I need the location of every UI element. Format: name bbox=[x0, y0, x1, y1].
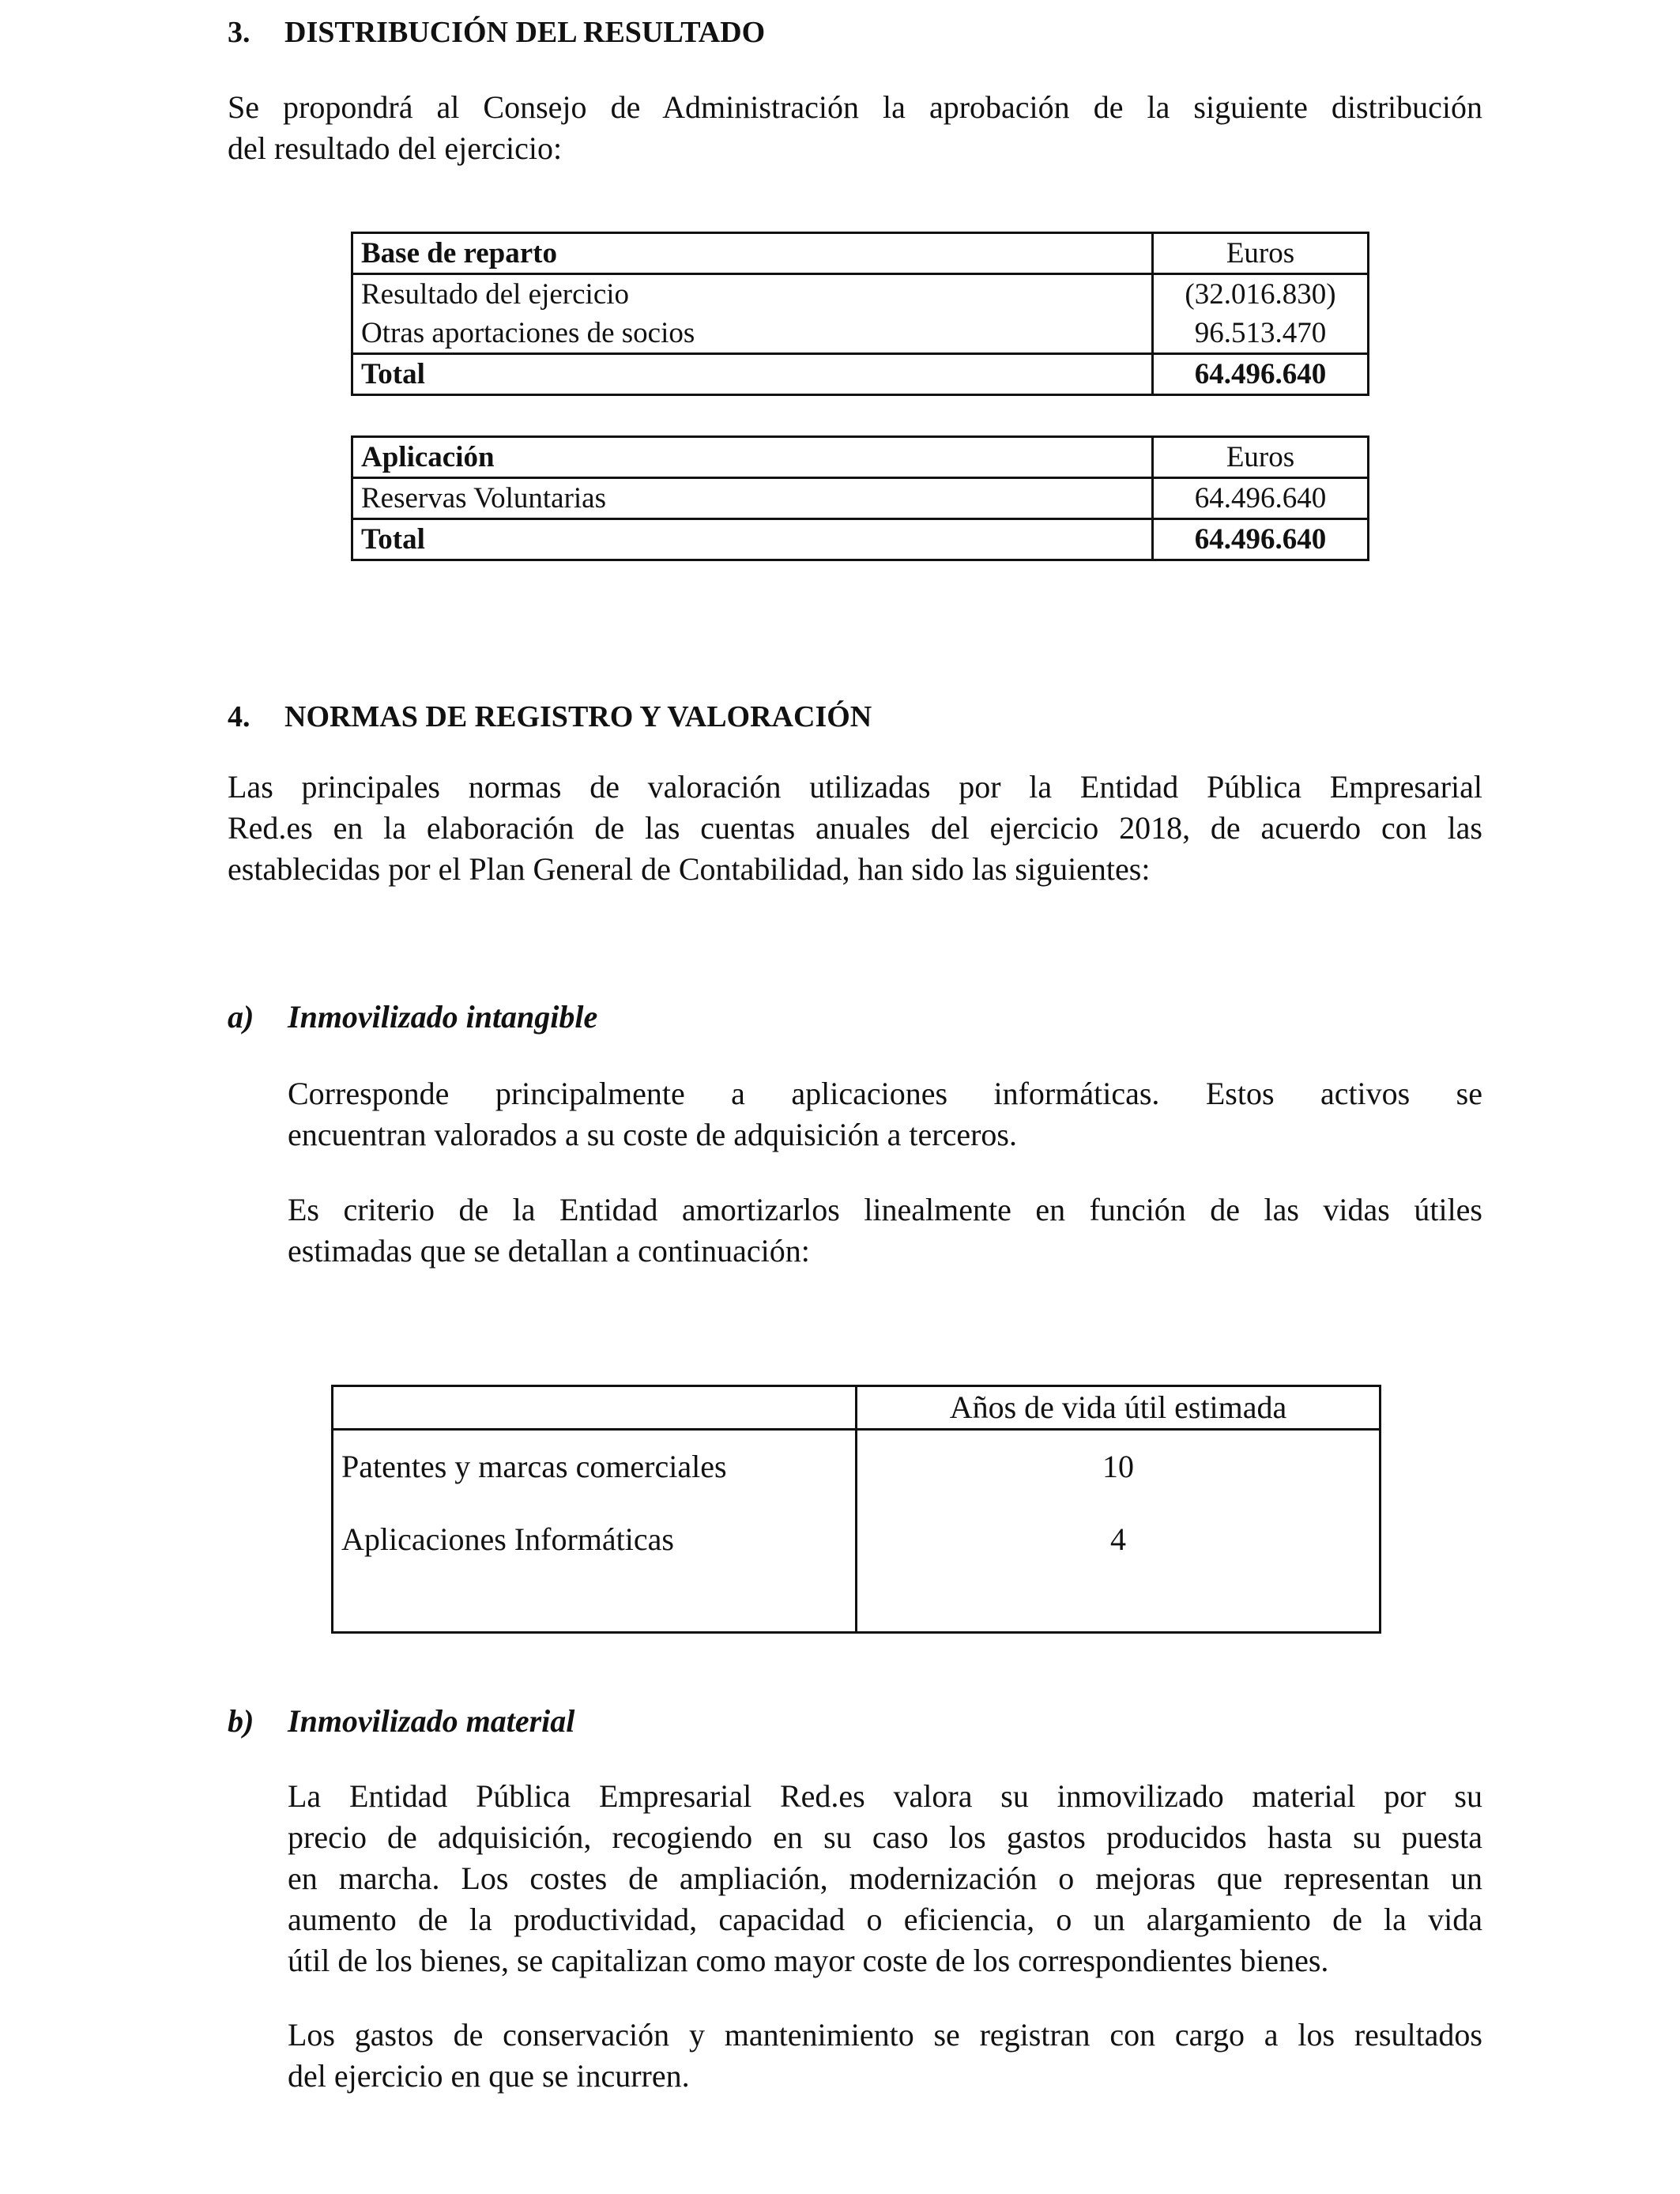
aplicacion-row-label: Reservas Voluntarias bbox=[352, 478, 1153, 519]
section-4-intro-line: establecidas por el Plan General de Contabilidad, han sido las siguientes: bbox=[228, 851, 1151, 887]
aplicacion-row-value: 64.496.640 bbox=[1153, 478, 1369, 519]
vida-util-table bbox=[331, 1385, 1381, 1634]
subsection-a-paragraph-2 bbox=[288, 1189, 1482, 1272]
vida-util-row-label: Aplicaciones Informáticas bbox=[341, 1521, 674, 1557]
subsection-b-para2-line: Los gastos de conservación y mantenimiento se registran con cargo a los resultados bbox=[288, 2017, 1482, 2053]
base-reparto-row-value: 96.513.470 bbox=[1153, 314, 1369, 354]
section-4-intro-line: Red.es en la elaboración de las cuentas anuales del ejercicio 2018, de acuerdo con las bbox=[228, 810, 1482, 846]
aplicacion-header-label: Aplicación bbox=[352, 437, 1153, 478]
vida-util-row-value: 4 bbox=[1110, 1521, 1126, 1557]
vida-util-values-cell bbox=[857, 1430, 1381, 1633]
base-reparto-row-value: (32.016.830) bbox=[1153, 274, 1369, 315]
vida-util-row-value: 10 bbox=[1102, 1449, 1134, 1484]
vida-util-labels-cell bbox=[333, 1430, 857, 1633]
base-reparto-row-label: Otras aportaciones de socios bbox=[352, 314, 1153, 354]
section-3-intro-line: del resultado del ejercicio: bbox=[228, 130, 563, 166]
subsection-a-para2-line: Es criterio de la Entidad amortizarlos linealmente en función de las vidas útiles bbox=[288, 1192, 1482, 1227]
subsection-b-paragraph-1 bbox=[288, 1776, 1482, 1981]
base-reparto-table bbox=[351, 232, 1369, 396]
base-reparto-total-row bbox=[352, 354, 1369, 395]
base-reparto-header-row bbox=[352, 233, 1369, 274]
vida-util-header-blank bbox=[333, 1386, 857, 1430]
aplicacion-header-row bbox=[352, 437, 1369, 478]
subsection-b-paragraph-2 bbox=[288, 2015, 1482, 2097]
subsection-a-para1-line: Corresponde principalmente a aplicaciones informáticas. Estos activos se bbox=[288, 1076, 1482, 1111]
subsection-b-para1-line: aumento de la productividad, capacidad o eficiencia, o un alargamiento de la vida bbox=[288, 1902, 1482, 1937]
vida-util-body-row bbox=[333, 1430, 1381, 1633]
subsection-b-para1-line: La Entidad Pública Empresarial Red.es valora su inmovilizado material por su bbox=[288, 1778, 1482, 1814]
subsection-a-paragraph-1 bbox=[288, 1073, 1482, 1155]
subsection-a-heading bbox=[228, 1001, 597, 1033]
table-row bbox=[352, 314, 1369, 354]
vida-util-header-label: Años de vida útil estimada bbox=[857, 1386, 1381, 1430]
aplicacion-header-unit: Euros bbox=[1153, 437, 1369, 478]
subsection-b-para2-line: del ejercicio en que se incurren. bbox=[288, 2058, 690, 2094]
section-4-heading bbox=[228, 702, 872, 732]
aplicacion-total-row bbox=[352, 519, 1369, 560]
subsection-b-title: Inmovilizado material bbox=[288, 1703, 575, 1739]
base-reparto-header-label: Base de reparto bbox=[352, 233, 1153, 274]
section-4-title: NORMAS DE REGISTRO Y VALORACIÓN bbox=[284, 700, 872, 733]
section-4-intro-line: Las principales normas de valoración utilizadas por la Entidad Pública Empresarial bbox=[228, 769, 1482, 805]
section-3-intro-line: Se propondrá al Consejo de Administración la aprobación de la siguiente distribución bbox=[228, 89, 1482, 125]
subsection-a-para2-line: estimadas que se detallan a continuación: bbox=[288, 1233, 810, 1269]
section-3-intro bbox=[228, 87, 1482, 169]
section-4-number: 4. bbox=[228, 700, 250, 733]
table-row bbox=[352, 274, 1369, 315]
vida-util-header-row bbox=[333, 1386, 1381, 1430]
subsection-b-para1-line: útil de los bienes, se capitalizan como mayor coste de los correspondientes bienes. bbox=[288, 1943, 1329, 1978]
table-row bbox=[352, 478, 1369, 519]
section-3-heading bbox=[228, 17, 765, 47]
subsection-b-para1-line: precio de adquisición, recogiendo en su caso los gastos producidos hasta su puesta bbox=[288, 1819, 1482, 1855]
section-3-title: DISTRIBUCIÓN DEL RESULTADO bbox=[284, 16, 766, 49]
subsection-b-heading bbox=[228, 1703, 575, 1739]
aplicacion-total-value: 64.496.640 bbox=[1153, 519, 1369, 560]
section-4-intro bbox=[228, 767, 1482, 890]
aplicacion-total-label: Total bbox=[352, 519, 1153, 560]
base-reparto-total-value: 64.496.640 bbox=[1153, 354, 1369, 395]
subsection-a-title: Inmovilizado intangible bbox=[288, 999, 598, 1035]
base-reparto-header-unit: Euros bbox=[1153, 233, 1369, 274]
subsection-a-para1-line: encuentran valorados a su coste de adquisición a terceros. bbox=[288, 1117, 1017, 1152]
vida-util-row-label: Patentes y marcas comerciales bbox=[341, 1449, 727, 1484]
subsection-b-para1-line: en marcha. Los costes de ampliación, modernización o mejoras que representan un bbox=[288, 1860, 1482, 1896]
base-reparto-total-label: Total bbox=[352, 354, 1153, 395]
section-3-number: 3. bbox=[228, 16, 250, 49]
subsection-a-letter: a) bbox=[228, 999, 254, 1035]
subsection-b-letter: b) bbox=[228, 1703, 254, 1739]
aplicacion-table bbox=[351, 435, 1369, 561]
base-reparto-row-label: Resultado del ejercicio bbox=[352, 274, 1153, 315]
